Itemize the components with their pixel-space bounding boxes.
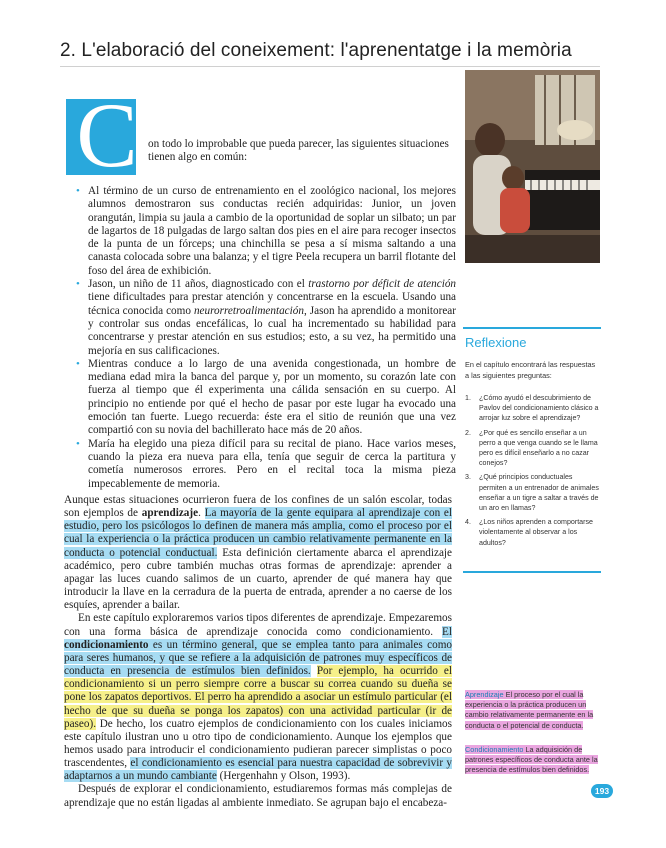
paragraph — [64, 612, 452, 783]
reflexione-title: Reflexione — [465, 335, 527, 350]
question-number: 1. — [465, 394, 471, 402]
text-run: De hecho, los cuatro ejemplos de condicionamiento con los cuales iniciamos este capítulo ilustran uno u otro tipo de condicionamiento. Aunque los ejemplos que hemos usado para introducir el condicionamiento pudieran parecer simplistas o poco trascendentes, — [64, 717, 452, 770]
question-text: ¿Cómo ayudó el descubrimiento de Pavlov del condicionamiento clásico a arrojar luz sobre el aprendizaje? — [479, 394, 599, 423]
italic-term: trastorno por déficit de atención — [308, 278, 457, 291]
header-divider — [60, 66, 600, 67]
list-item-text: Mientras conduce a lo largo de una avenida congestionada, un hombre de mediana edad mira la banca del parque y, por un momento, su corazón late con fuerza al tiempo que él experimenta una cálida sensación en su cuerpo. Al principio no entiende por qué el hecho de pasar por este lugar ha evocado una emoción tan fuerte. Luego recuerda: éste era el sitio de reunión que una vez compartió con su novia del bachillerato hace más de 20 años. — [88, 357, 456, 437]
body-text — [64, 494, 452, 810]
list-item — [465, 472, 601, 513]
text-run: Esta definición ciertamente abarca el aprendizaje académico, pero cubre también muchas otras formas de aprendizaje: aprender a apagar las luces cuando salimos de un cuarto, aprender de qué manera hay que introducir la llave en la cerradura de la puerta de entrada, aprender a no caerse de los esquíes, aprender a bailar. — [64, 546, 452, 612]
question-number: 3. — [465, 473, 471, 482]
photo-piano-lesson — [465, 70, 600, 263]
question-text: ¿Por qué es sencillo enseñar a un perro a que venga cuando se le llama pero es difícil enseñarlo a no cazar conejos? — [479, 428, 598, 468]
text-run — [311, 665, 317, 677]
paragraph: Después de explorar el condicionamiento, estudiaremos formas más complejas de aprendizaje que no están ligadas al ambiente inmediato. Se agrupan bajo el encabeza- — [64, 783, 452, 809]
list-item — [465, 428, 601, 469]
text-run: Aunque estas situaciones ocurrieron fuera de los confines de un salón escolar, todas son ejemplos de — [64, 494, 452, 520]
question-number: 4. — [465, 518, 471, 527]
glossary-term: Condicionamiento — [465, 745, 524, 754]
highlighted-definition: La mayoría de la gente equipara al aprendizaje con el estudio, pero los psicólogos lo definen de manera más amplia, como el proceso por el cual la experiencia o la práctica producen un cambio relativamente permanente en la conducta o potencial conductual. — [64, 507, 453, 559]
italic-term: neurorretroalimentación — [193, 304, 304, 317]
text-run: . — [198, 507, 205, 520]
text-run: En este capítulo exploraremos varios tipos diferentes de aprendizaje. Empezaremos con una forma básica de aprendizaje conocida como condicionamiento. — [64, 612, 452, 638]
reflexione-top-rule — [463, 327, 601, 329]
glossary-aprendizaje — [465, 690, 605, 731]
list-item-text: Jason, un niño de 11 años, diagnosticado con el — [88, 278, 309, 291]
list-item — [76, 438, 456, 491]
glossary-definition: El proceso por el cual la experiencia o la práctica producen un cambio relativamente permanente en la conducta o el potencial de conducta. — [465, 690, 594, 730]
glossary-definition: La adquisición de patrones específicos de conducta ante la presencia de estímulos bien definidos. — [465, 745, 598, 775]
highlighted-text: el condicionamiento es esencial para nuestra capacidad de sobrevivir y adaptarnos a un mundo cambiante — [64, 757, 452, 783]
dropcap-letter: C — [76, 84, 138, 186]
highlighted-text: El — [442, 625, 452, 638]
bullet-icon: • — [76, 437, 80, 450]
list-item — [76, 278, 456, 358]
glossary-term: Aprendizaje — [465, 690, 504, 699]
reflexione-questions — [465, 393, 601, 552]
highlighted-definition: es un término general, que se emplea tanto para animales como para seres humanos, y que se refiere a la adquisición de patrones muy específicos de conducta en presencia de estímulos bien definidos. — [64, 638, 452, 678]
list-item-text: María ha elegido una pieza difícil para su recital de piano. Hace varios meses, cuando la pieza era nueva para ella, tenía que seguir de cerca la partitura y cometía numerosos errores. Pero en el recital toca la misma pieza impecablemente de memoria. — [88, 437, 456, 490]
list-item — [465, 393, 601, 424]
chapter-heading: 2. L'elaboració del coneixement: l'aprenentatge i la memòria — [60, 40, 572, 61]
glossary-condicionamiento — [465, 745, 605, 776]
text-run: (Hergenhahn y Olson, 1993). — [216, 770, 351, 783]
reflexione-bottom-rule — [463, 571, 601, 573]
list-item-text: tiene dificultades para prestar atención y concentrarse en la escuela. Usando una técnica conocida como — [88, 291, 456, 317]
question-text: ¿Qué principios conductuales permiten a un entrenador de animales enseñar a un tigre a saltar a través de un aro en llamas? — [479, 473, 599, 513]
highlighted-example: Por ejemplo, ha ocurrido el condicionamiento si un perro siempre corre a buscar su correa cuando su dueña se pone los zapatos deportivos. El perro ha aprendido a asociar un estímulo particular (el hecho de que su dueña se ponga los zapatos) con una actividad particular (ir de paseo). — [64, 665, 452, 730]
bullet-icon: • — [76, 185, 80, 197]
list-item — [465, 517, 601, 548]
bullet-icon: • — [76, 278, 80, 291]
bold-term: condicionamiento — [64, 638, 149, 651]
photo-illustration — [465, 70, 600, 263]
example-list — [76, 185, 456, 491]
page-number: 193 — [591, 784, 613, 798]
bullet-icon: • — [76, 357, 80, 370]
list-item — [76, 185, 456, 278]
list-item — [76, 358, 456, 438]
list-item-text: , Jason ha aprendido a monitorear y controlar sus ondas encefálicas, lo cual ha incrementado su habilidad para concentrarse y prestar atención en sus estudios; esto, a su vez, ha permitido una mejoría en sus calificaciones. — [88, 304, 456, 357]
intro-text: on todo lo improbable que pueda parecer, las siguientes situaciones tienen algo en común: — [148, 138, 449, 164]
reflexione-intro: En el capítulo encontrará las respuestas a las siguientes preguntas: — [465, 360, 596, 380]
paragraph — [64, 494, 452, 612]
question-text: ¿Los niños aprenden a comportarse violentamente al observar a los adultos? — [479, 518, 593, 547]
question-number: 2. — [465, 428, 471, 437]
bold-term: aprendizaje — [141, 507, 199, 520]
list-item-text: Al término de un curso de entrenamiento en el zoológico nacional, los mejores alumnos demostraron sus conductas recién adquiridas: Junior, un joven orangután, limpia su jaula a cambio de la oportunidad de soplar un silbato; un par de lagartos de 18 pulgadas de largo saltan dos pies en el aire para recoger insectos de la punta de un fórceps; una chinchilla se pesa a sí misma saltando a una canasta colocada sobre una balanza; y el tigre Peela recupera un barril flotante del foso del área de exhibición. — [88, 185, 456, 277]
